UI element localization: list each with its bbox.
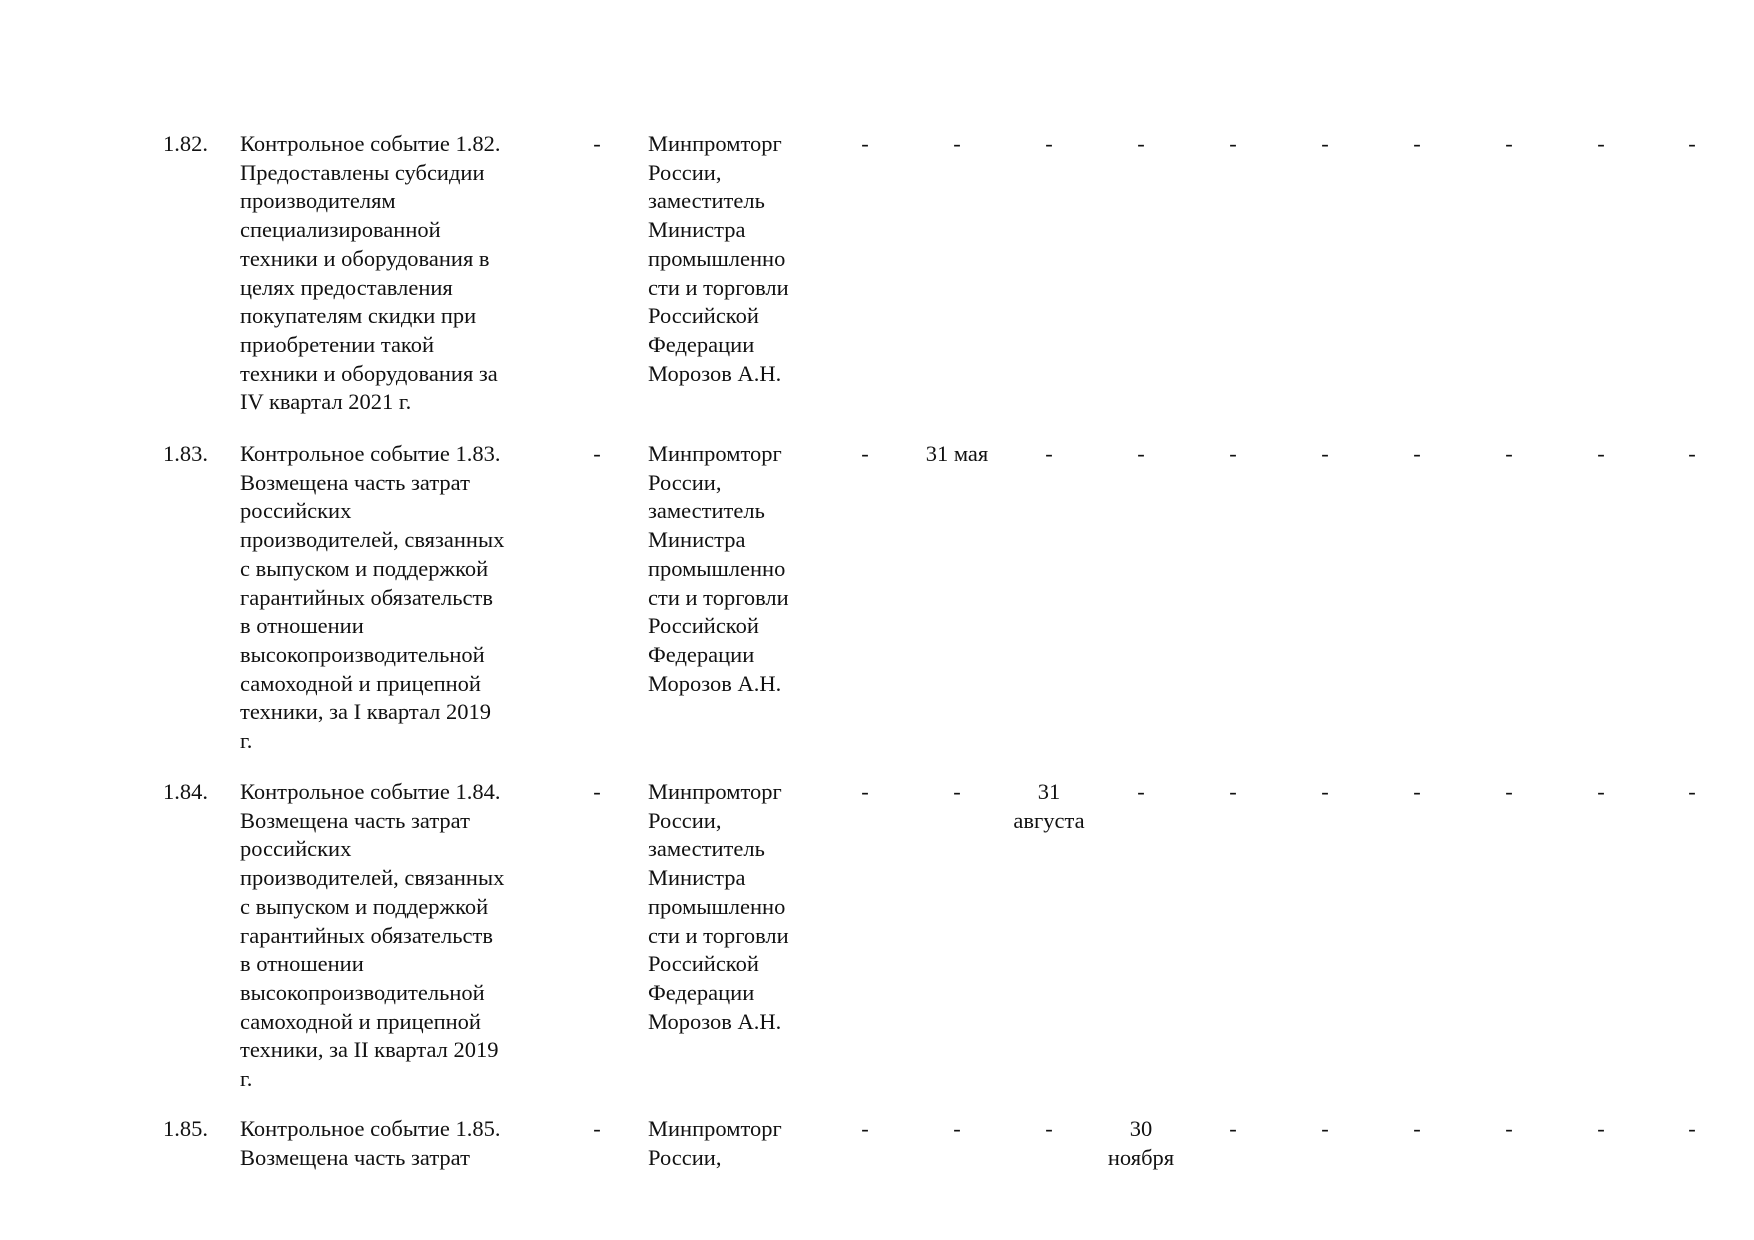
period-cell: -: [1321, 779, 1329, 804]
title-line: Контрольное событие 1.83.: [240, 441, 501, 466]
date-day: 31: [1037, 779, 1061, 804]
title-line: г.: [240, 1066, 253, 1092]
row-number: 1.84.: [163, 779, 208, 804]
title-line: г.: [240, 728, 253, 754]
period-cell: -: [1597, 779, 1605, 804]
title-line: техники и оборудования за: [240, 360, 498, 386]
executor: [648, 1115, 828, 1172]
title-line: Предоставлены субсидии: [240, 159, 485, 185]
row-number: 1.82.: [163, 131, 208, 156]
event-title: [240, 130, 560, 417]
title-line: Контрольное событие 1.85.: [240, 1116, 501, 1141]
period-cell: -: [1045, 131, 1053, 156]
executor-line: Минпромторг: [648, 441, 782, 466]
executor-line: сти и торговли: [648, 584, 789, 610]
title-line: специализированной: [240, 217, 441, 243]
title-line: российских: [240, 836, 352, 862]
title-line: Контрольное событие 1.84.: [240, 779, 501, 804]
title-line: техники и оборудования в: [240, 245, 490, 271]
executor-line: заместитель: [648, 836, 765, 862]
executor-line: Министра: [648, 217, 746, 243]
executor-line: Российской: [648, 613, 759, 639]
period-cell: -: [1597, 441, 1605, 466]
title-line: производителей, связанных: [240, 865, 505, 891]
title-line: производителям: [240, 188, 396, 214]
period-cell: -: [1505, 441, 1513, 466]
period-cell: -: [1137, 131, 1145, 156]
executor-line: заместитель: [648, 188, 765, 214]
period-cell: -: [1688, 441, 1696, 466]
executor-line: России,: [648, 1144, 722, 1170]
executor-line: промышленно: [648, 893, 786, 919]
period-cell: -: [1688, 1116, 1696, 1141]
period-cell: -: [953, 131, 961, 156]
title-line: самоходной и прицепной: [240, 670, 481, 696]
period-cell: -: [1229, 131, 1237, 156]
period-cell: -: [1321, 441, 1329, 466]
executor-line: заместитель: [648, 498, 765, 524]
executor-line: Министра: [648, 865, 746, 891]
period-cell: -: [1137, 779, 1145, 804]
period-cell: -: [1413, 779, 1421, 804]
executor-line: промышленно: [648, 245, 786, 271]
title-line: покупателям скидки при: [240, 303, 477, 329]
executor-line: Минпромторг: [648, 1116, 782, 1141]
executor-line: сти и торговли: [648, 922, 789, 948]
row-number: 1.83.: [163, 441, 208, 466]
title-line: высокопроизводительной: [240, 641, 485, 667]
title-line: приобретении такой: [240, 331, 435, 357]
executor-line: Российской: [648, 951, 759, 977]
title-line: высокопроизводительной: [240, 979, 485, 1005]
period-cell: -: [1597, 1116, 1605, 1141]
executor-line: России,: [648, 807, 722, 833]
date-day: 30: [1129, 1116, 1153, 1141]
period-cell: -: [861, 779, 869, 804]
title-line: Контрольное событие 1.82.: [240, 131, 501, 156]
executor-line: Морозов А.Н.: [648, 670, 782, 696]
executor: [648, 440, 828, 698]
executor-line: Федерации: [648, 641, 755, 667]
executor-line: России,: [648, 159, 722, 185]
period-cell: -: [1505, 1116, 1513, 1141]
period-cell: -: [1229, 1116, 1237, 1141]
period-cell: -: [1505, 131, 1513, 156]
event-title: [240, 1115, 560, 1172]
period-cell: -: [1137, 441, 1145, 466]
period-cell: -: [953, 779, 961, 804]
executor: [648, 778, 828, 1036]
title-line: Возмещена часть затрат: [240, 469, 470, 495]
period-cell: -: [1229, 779, 1237, 804]
responsible-value: -: [593, 1116, 601, 1141]
period-cell: -: [953, 1116, 961, 1141]
executor-line: Федерации: [648, 979, 755, 1005]
executor-line: сти и торговли: [648, 274, 789, 300]
responsible-value: -: [593, 779, 601, 804]
title-line: техники, за I квартал 2019: [240, 699, 492, 725]
title-line: целях предоставления: [240, 274, 453, 300]
title-line: IV квартал 2021 г.: [240, 389, 412, 415]
period-cell: -: [1413, 441, 1421, 466]
title-line: в отношении: [240, 951, 364, 977]
period-cell: -: [1413, 1116, 1421, 1141]
title-line: гарантийных обязательств: [240, 922, 493, 948]
executor-line: Минпромторг: [648, 131, 782, 156]
title-line: Возмещена часть затрат: [240, 1144, 470, 1170]
title-line: в отношении: [240, 613, 364, 639]
title-line: с выпуском и поддержкой: [240, 893, 489, 919]
executor-line: Министра: [648, 527, 746, 553]
date-month: августа: [1013, 807, 1085, 833]
executor-line: России,: [648, 469, 722, 495]
executor-line: Морозов А.Н.: [648, 360, 782, 386]
period-cell: -: [1229, 441, 1237, 466]
executor-line: Морозов А.Н.: [648, 1008, 782, 1034]
period-cell: -: [1505, 779, 1513, 804]
executor-line: Федерации: [648, 331, 755, 357]
responsible-value: -: [593, 441, 601, 466]
event-title: [240, 778, 560, 1094]
period-cell: -: [1321, 1116, 1329, 1141]
period-cell: [1003, 778, 1095, 835]
date-month: ноября: [1107, 1144, 1175, 1170]
period-cell: [1095, 1115, 1187, 1172]
title-line: производителей, связанных: [240, 527, 505, 553]
period-cell: 31 мая: [925, 441, 989, 466]
period-cell: -: [1045, 441, 1053, 466]
title-line: гарантийных обязательств: [240, 584, 493, 610]
event-title: [240, 440, 560, 756]
title-line: самоходной и прицепной: [240, 1008, 481, 1034]
title-line: техники, за II квартал 2019: [240, 1037, 499, 1063]
title-line: Возмещена часть затрат: [240, 807, 470, 833]
period-cell: -: [861, 131, 869, 156]
row-number: 1.85.: [163, 1116, 208, 1141]
period-cell: -: [1045, 1116, 1053, 1141]
period-cell: -: [1413, 131, 1421, 156]
executor-line: Минпромторг: [648, 779, 782, 804]
title-line: с выпуском и поддержкой: [240, 555, 489, 581]
period-cell: -: [1688, 131, 1696, 156]
executor-line: промышленно: [648, 555, 786, 581]
title-line: российских: [240, 498, 352, 524]
responsible-value: -: [593, 131, 601, 156]
executor-line: Российской: [648, 303, 759, 329]
period-cell: -: [861, 441, 869, 466]
period-cell: -: [1688, 779, 1696, 804]
period-cell: -: [1321, 131, 1329, 156]
executor: [648, 130, 828, 388]
period-cell: -: [1597, 131, 1605, 156]
period-cell: -: [861, 1116, 869, 1141]
